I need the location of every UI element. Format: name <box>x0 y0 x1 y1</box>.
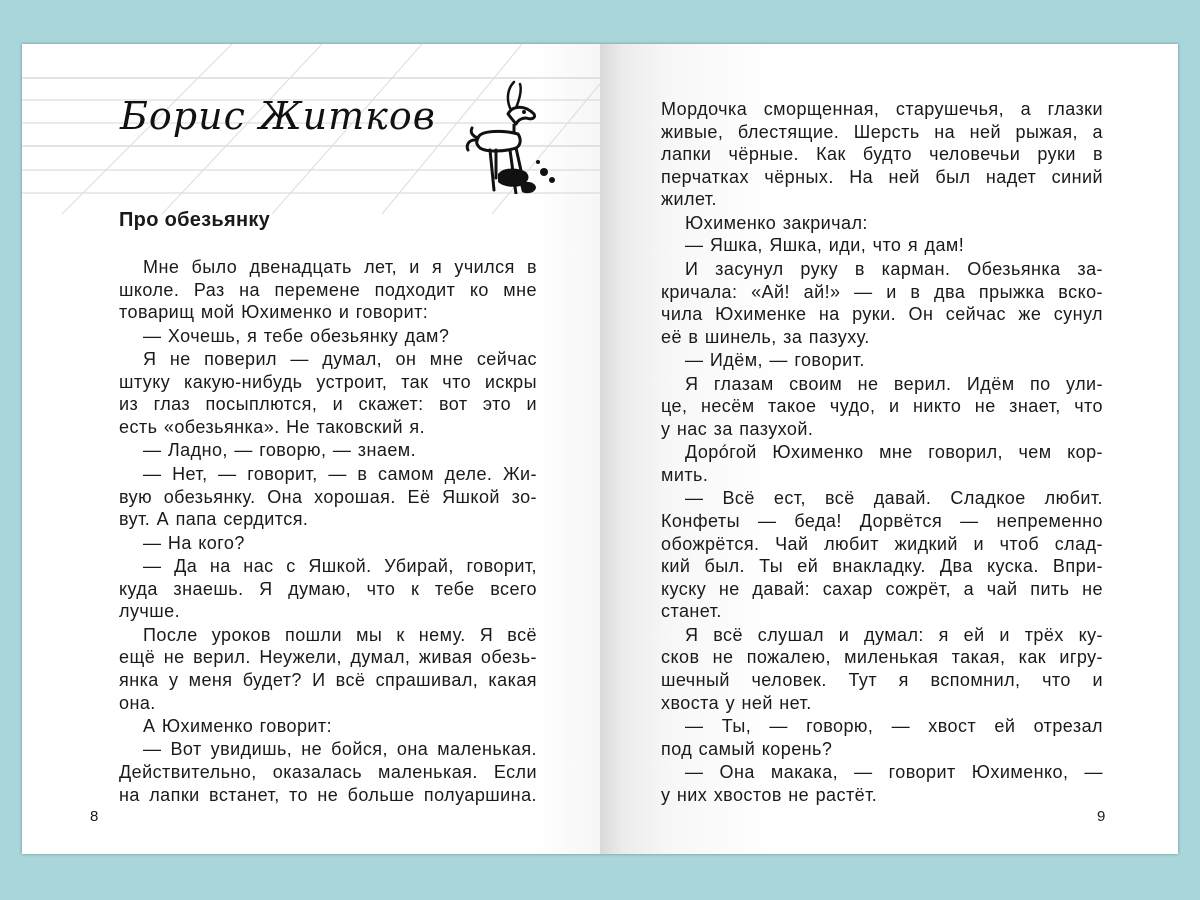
text-line: лапки чёрные. Как будто человечьи руки в <box>661 144 1103 165</box>
text-line: Я глазам своим не верил. Идём по ули- <box>685 373 1103 394</box>
text-line: лучше. <box>119 601 181 622</box>
text-line: ещё не верил. Неужели, думал, живая обезь- <box>119 647 537 668</box>
text-line: товарищ мой Юхименко и говорит: <box>119 302 429 323</box>
text-line: кий был. Ты ей внакладку. Два куска. Впри- <box>661 556 1103 577</box>
text-line: Я не поверил — думал, он мне сейчас <box>143 349 537 370</box>
text-line: живые, блестящие. Шерсть на ней рыжая, а <box>661 121 1103 142</box>
text-line: жилет. <box>661 189 717 210</box>
left-page-text <box>119 256 537 806</box>
text-line: она. <box>119 692 156 713</box>
page-number-left: 8 <box>90 808 99 825</box>
text-line: у них хвостов не растёт. <box>661 784 878 805</box>
page-number-right: 9 <box>1097 808 1106 825</box>
text-line: Действительно, оказалась маленькая. Если <box>119 762 537 783</box>
text-line: — Она макака, — говорит Юхименко, — <box>685 762 1103 783</box>
text-line: станет. <box>661 601 722 622</box>
text-line: мить. <box>661 464 709 485</box>
text-line: штуку какую-нибудь устроит, так что искры <box>119 371 537 392</box>
text-line: у нас за пазухой. <box>661 418 814 439</box>
text-line: А Юхименко говорит: <box>143 716 333 736</box>
deer-ink-blots-icon <box>492 158 582 208</box>
text-line: есть «обезьянка». Не таковский я. <box>119 416 426 437</box>
text-line: Дорóгой Юхименко мне говорил, чем кор- <box>685 442 1103 463</box>
text-line: После уроков пошли мы к нему. Я всё <box>143 624 537 645</box>
left-page <box>22 44 600 854</box>
text-line: — Ты, — говорю, — хвост ей отрезал <box>685 716 1103 737</box>
text-line: — Вот увидишь, не бойся, она маленькая. <box>143 739 537 760</box>
right-page <box>600 44 1178 854</box>
text-line: обожрётся. Чай любит жидкий и чтоб слад- <box>661 533 1103 554</box>
text-line: сков не пожалею, миленькая такая, как игру- <box>661 647 1103 668</box>
text-line: Мне было двенадцать лет, и я учился в <box>143 257 537 277</box>
text-line: Конфеты — беда! Дорвётся — непременно <box>661 511 1103 532</box>
text-line: хвоста у ней нет. <box>661 692 812 713</box>
text-line: куску не давай: сахар сожрёт, а чай пить не <box>661 578 1103 599</box>
book-spread <box>22 44 1178 854</box>
text-line: — Хочешь, я тебе обезьянку дам? <box>143 325 450 346</box>
text-line: — Всё ест, всё давай. Сладкое любит. <box>685 488 1103 509</box>
text-line: из глаз посыплются, и скажет: вот это и <box>119 394 537 415</box>
text-line: на лапки встанет, то не больше полуаршина. <box>119 784 537 805</box>
text-line: школе. Раз на перемене подходит ко мне <box>119 279 537 300</box>
text-line: кричала: «Ай! ай!» — и в два прыжка вско- <box>661 281 1103 302</box>
text-line: — Идём, — говорит. <box>685 350 865 371</box>
story-title: Про обезьянку <box>119 209 271 231</box>
text-line: чила Юхименке на руки. Он сейчас же сунул <box>661 304 1103 325</box>
text-line: — Яшка, Яшка, иди, что я дам! <box>685 235 965 256</box>
author-name: Борис Житков <box>120 94 436 138</box>
text-line: шечный человек. Тут я вспомнил, что и <box>661 670 1103 691</box>
text-line: янка у меня будет? И всё спрашивал, какая <box>119 669 537 690</box>
text-line: под самый корень? <box>661 738 833 759</box>
text-line: Я всё слушал и думал: я ей и трёх ку- <box>685 624 1103 645</box>
text-line: — Ладно, — говорю, — знаем. <box>143 440 417 461</box>
text-line: Юхименко закричал: <box>685 212 868 233</box>
text-line: — На кого? <box>143 532 245 553</box>
text-line: вут. А папа сердится. <box>119 509 309 530</box>
text-line: — Да на нас с Яшкой. Убирай, говорит, <box>143 556 537 577</box>
text-line: вую обезьянку. Она хорошая. Её Яшкой зо- <box>119 486 537 507</box>
text-line: её в шинель, за пазуху. <box>661 326 870 347</box>
text-line: И засунул руку в карман. Обезьянка за- <box>685 258 1103 279</box>
text-line: — Нет, — говорит, — в самом деле. Жи- <box>143 463 537 484</box>
right-page-text <box>661 98 1103 806</box>
text-line: куда знаешь. Я думаю, что к тебе всего <box>119 578 537 599</box>
text-line: Мордочка сморщенная, старушечья, а глазки <box>661 99 1103 119</box>
text-line: перчатках чёрных. На ней был надет синий <box>661 166 1103 187</box>
text-line: це, несём такое чудо, и никто не знает, что <box>661 396 1103 417</box>
